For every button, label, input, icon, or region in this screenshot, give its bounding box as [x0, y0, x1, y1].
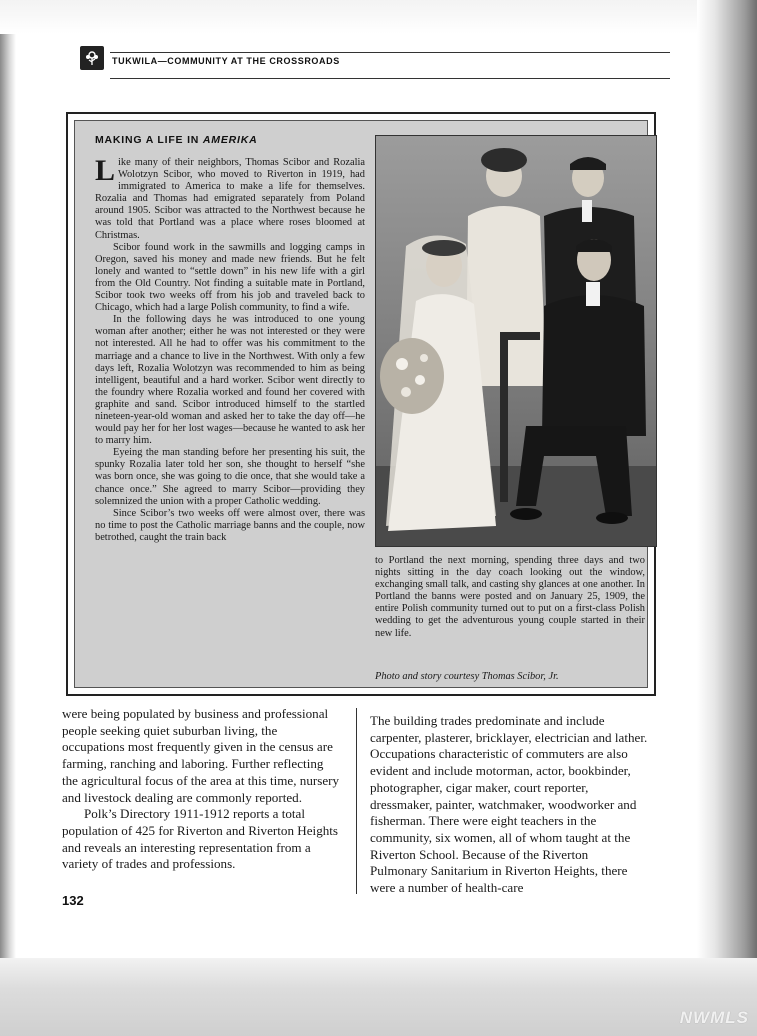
body-paragraph: were being populated by business and professional people seeking quiet suburban living, the occupations most frequently given in the census are farming, ranching and laboring. Further reflecting the agricultural focus of the area at this time, nursery and livestock dealing are commonly reported.	[62, 706, 340, 805]
running-header-title: TUKWILA—COMMUNITY AT THE CROSSROADS	[112, 56, 340, 66]
body-right-column	[370, 713, 648, 897]
body-left-column	[62, 706, 340, 873]
photo-credit: Photo and story courtesy Thomas Scibor, Jr.	[375, 671, 559, 682]
flower-logo-icon	[80, 46, 104, 70]
sidebar-left-column	[95, 154, 365, 544]
sidebar-paragraph: Scibor found work in the sawmills and logging camps in Oregon, saved his money and made new friends. But he felt lonely and wanted to “settle down” in his new life with a girl from the Old Country. Not finding a suitable mate in Portland, Scibor took two weeks off from his job and traveled back to Chicago, which had a large Polish community, to find a wife.	[95, 241, 365, 314]
header-rule-bottom	[110, 78, 670, 79]
page-top-fade	[0, 0, 757, 34]
column-divider	[356, 708, 357, 894]
sidebar-paragraph-text: ike many of their neighbors, Thomas Scibor and Rozalia Wolotzyn Scibor, who moved to Riverton in 1919, had immigrated to America to make a life for themselves. Rozalia and Thomas had emigrated separately from Poland around 1905. Scibor was attracted to the Northwest because he was told that Portland was a place where roses bloomed at Christmas.	[95, 157, 365, 241]
page-number: 132	[62, 893, 84, 908]
header-rule-top	[110, 52, 670, 53]
body-paragraph: The building trades predominate and include carpenter, plasterer, bricklayer, electrician and lather. Occupations characteristic of commuters are also evident and include motorman, actor, bookbinder, photographer, cigar maker, court reporter, dressmaker, painter, watchmaker, woodworker and fisherman. There were eight teachers in the community, six women, all of whom taught at the Riverton School. Because of the Riverton Pulmonary Sanitarium in Riverton Heights, there were a number of health-care	[370, 713, 648, 896]
wedding-photo	[375, 135, 657, 547]
sidebar-title-italic: AMERIKA	[202, 134, 258, 146]
sidebar-box	[66, 112, 656, 696]
sidebar-paragraph: Since Scibor’s two weeks off were almost over, there was no time to post the Catholic marriage banns and the couple, now betrothed, caught the train back	[95, 507, 365, 543]
drop-cap: L	[95, 154, 116, 187]
sidebar-continuation: to Portland the next morning, spending three days and two nights sitting in the day coach looking out the window, exchanging small talk, and casting shy glances at one another. In Portland the banns were posted and on January 25, 1909, the entire Polish community turned out to put on a first-class Polish wedding to get the adventurous young couple started in their new life.	[375, 555, 645, 639]
sidebar-paragraph: Eyeing the man standing before her presenting his suit, the spunky Rozalia later told her son, she thought to herself “she was born once, she was going to die once, that she would take a chance once.” She agreed to marry Scibor—providing they solemnized the union with a proper Catholic wedding.	[95, 447, 365, 507]
sidebar-paragraph: In the following days he was introduced to one young woman after another; either he was not interested or they were not interested. All he had to offer was his commitment to the marriage and a chance to live in the Northwest. With only a few days left, Rozalia Wolotzyn was recommended to him as being intelligent, beautiful and a hard worker. Scibor went directly to the foundry where Rozalia worked and found her covered with graphite and sand. Scibor introduced himself to the startled nineteen-year-old woman and asked her to take the day off—he would pay her for her lost wages—because he wanted to ask her to marry him.	[95, 314, 365, 447]
body-paragraph: Polk’s Directory 1911-1912 reports a total population of 425 for Riverton and Riverton Heights and reveals an interesting representation from a variety of trades and professions.	[62, 806, 339, 872]
running-header	[80, 44, 670, 80]
page-bottom-shadow	[0, 958, 757, 1036]
watermark-logo: NWMLS	[679, 1008, 749, 1027]
page-edge-shadow	[697, 0, 757, 1036]
page-gutter-shadow	[0, 0, 16, 1036]
sidebar-panel	[74, 120, 648, 688]
sidebar-title-prefix: MAKING A LIFE IN	[95, 134, 203, 146]
sidebar-paragraph	[95, 154, 365, 242]
sidebar-right-column	[375, 555, 645, 640]
sidebar-title	[95, 134, 258, 146]
